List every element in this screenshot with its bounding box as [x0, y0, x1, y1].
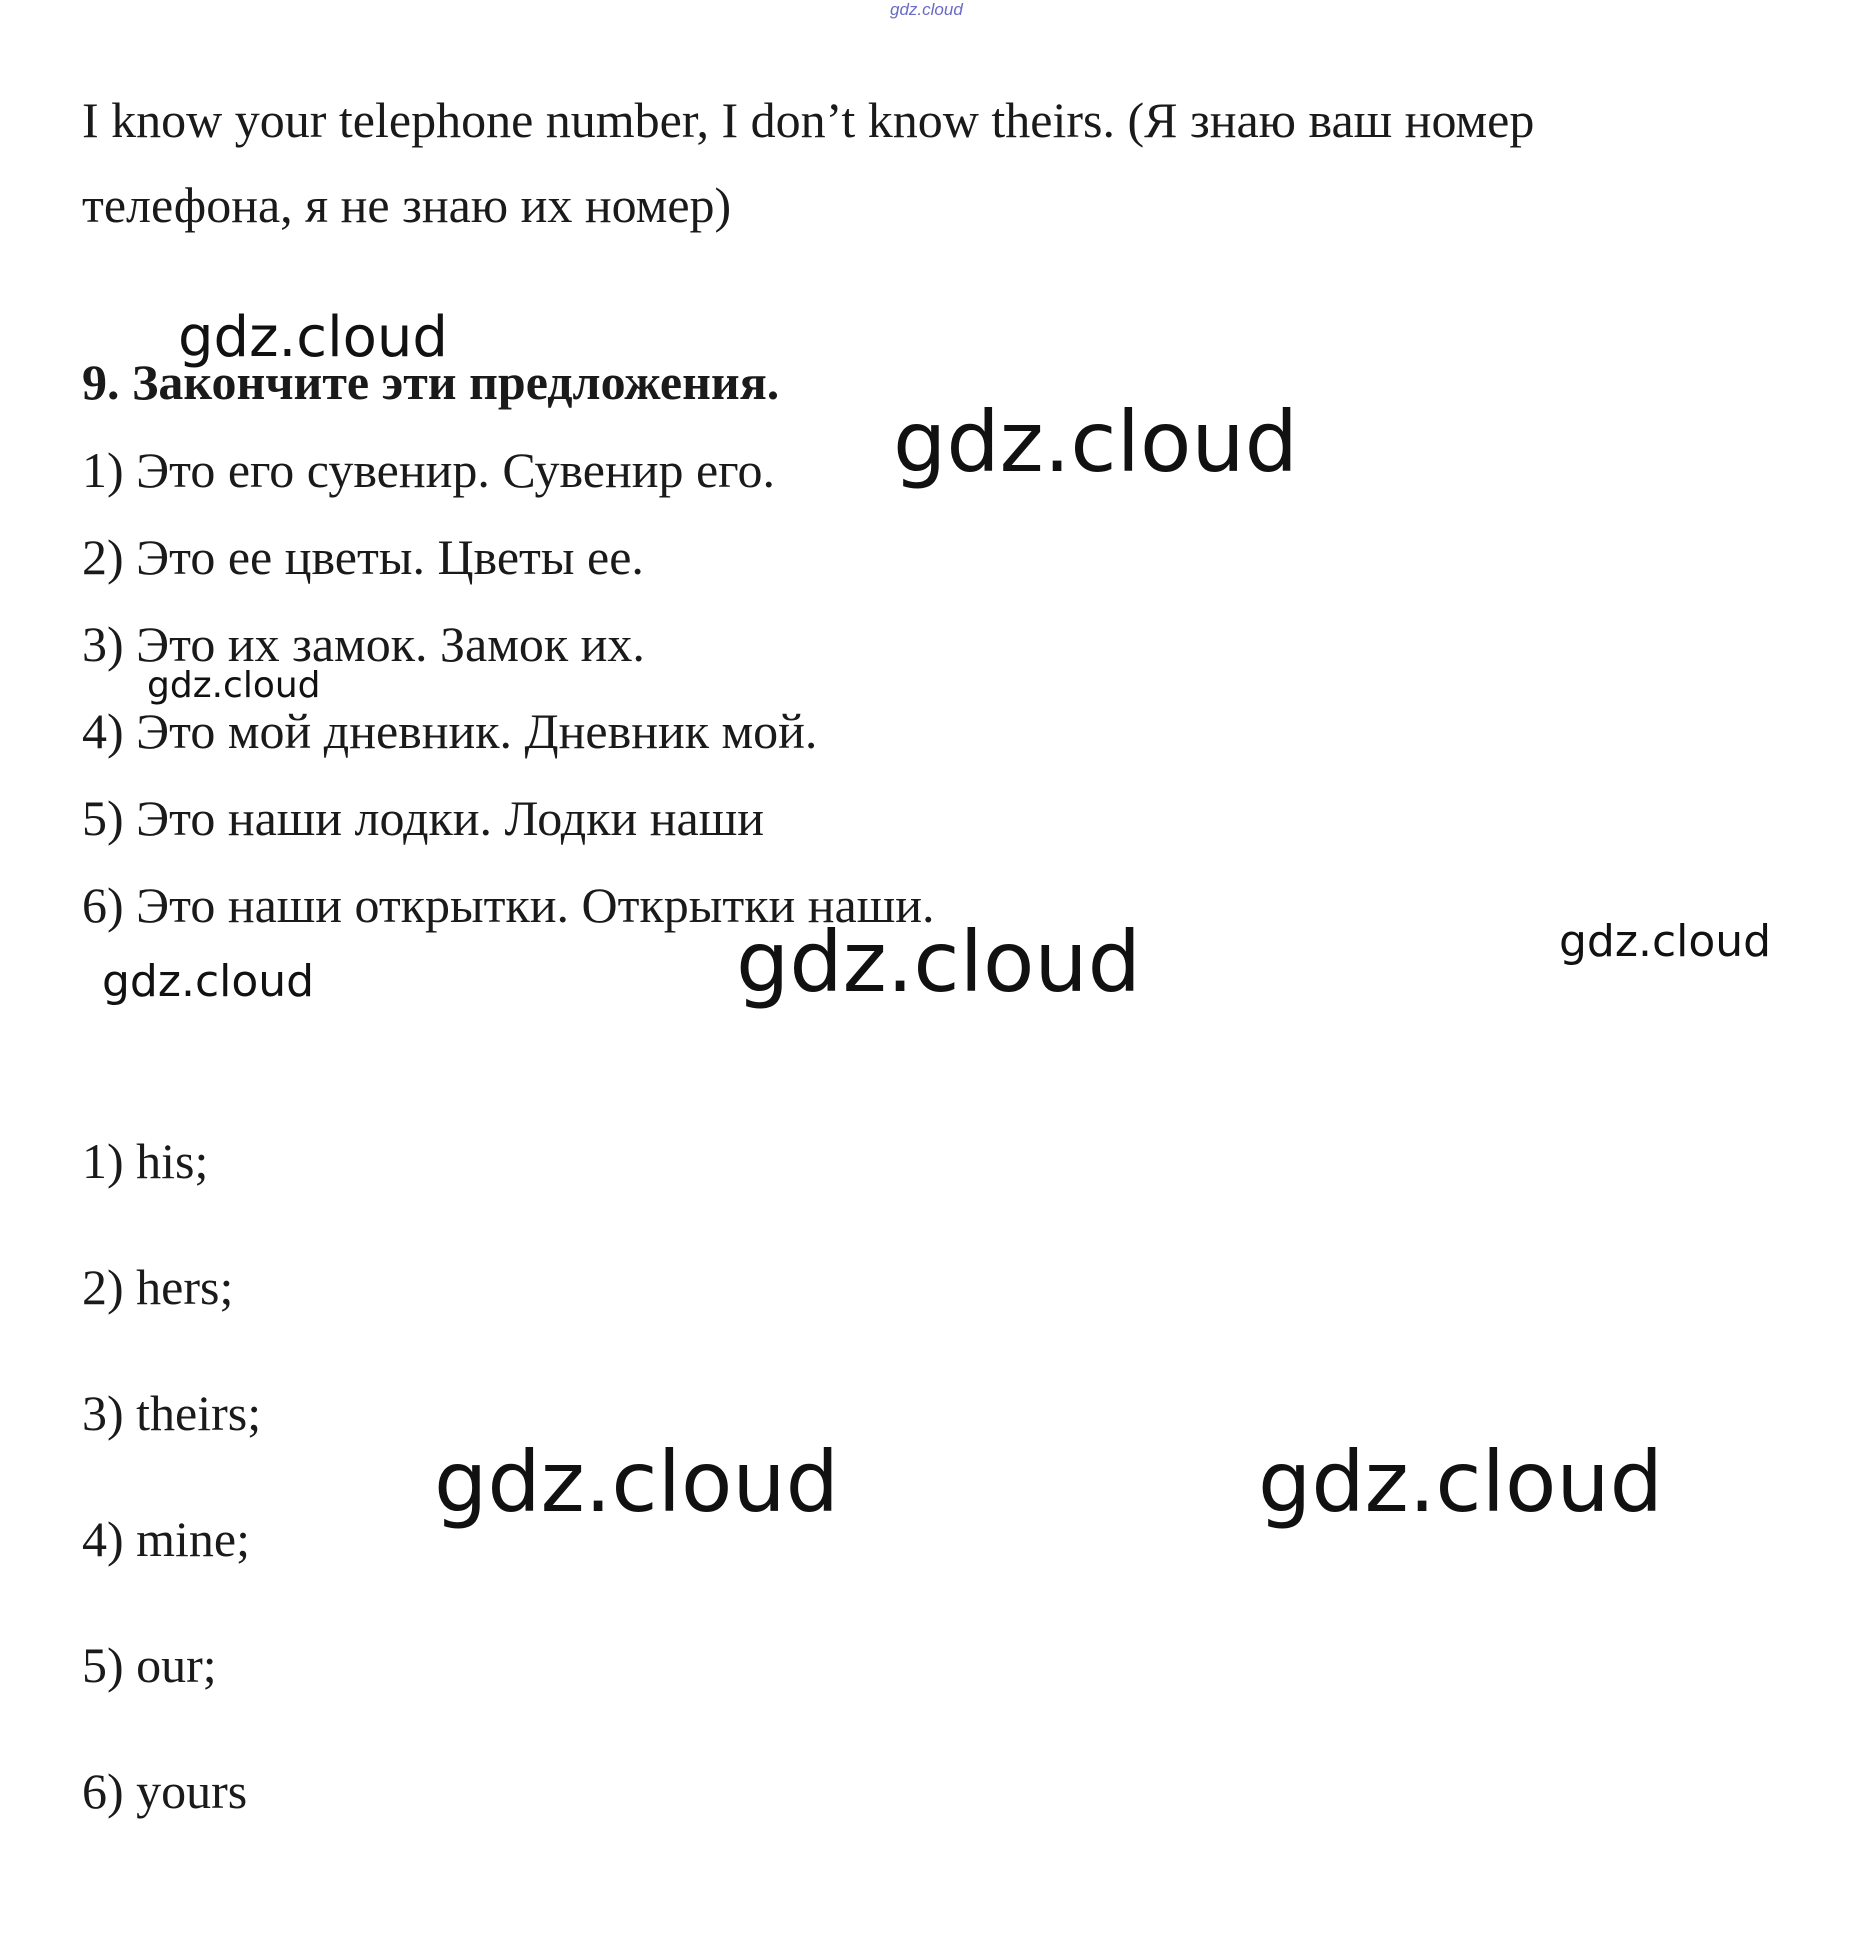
- sentence-1: 1) Это его сувенир. Сувенир его.: [82, 442, 775, 498]
- sentence-3: 3) Это их замок. Замок их.: [82, 616, 645, 672]
- answer-6: 6) yours: [82, 1763, 248, 1819]
- sentence-6: 6) Это наши открытки. Открытки наши.: [82, 877, 935, 933]
- answer-1: 1) his;: [82, 1133, 209, 1189]
- exercise-heading: 9. Закончите эти предложения.: [82, 354, 780, 410]
- watermark: gdz.cloud: [1258, 1433, 1663, 1531]
- watermark: gdz.cloud: [102, 956, 315, 1007]
- top-watermark: gdz.cloud: [890, 0, 963, 19]
- watermark: gdz.cloud: [736, 913, 1141, 1011]
- intro-line-1: I know your telephone number, I don’t know theirs. (Я знаю ваш номер: [82, 92, 1535, 148]
- answer-3: 3) theirs;: [82, 1385, 262, 1441]
- sentence-4: 4) Это мой дневник. Дневник мой.: [82, 703, 818, 759]
- watermark: gdz.cloud: [1559, 916, 1772, 967]
- answer-2: 2) hers;: [82, 1259, 234, 1315]
- watermark: gdz.cloud: [147, 665, 321, 706]
- answer-4: 4) mine;: [82, 1511, 251, 1567]
- watermark: gdz.cloud: [893, 393, 1298, 491]
- sentence-2: 2) Это ее цветы. Цветы ее.: [82, 529, 644, 585]
- sentence-5: 5) Это наши лодки. Лодки наши: [82, 790, 764, 846]
- intro-line-2: телефона, я не знаю их номер): [82, 177, 732, 233]
- watermark: gdz.cloud: [434, 1433, 839, 1531]
- watermark: gdz.cloud: [178, 305, 448, 370]
- answer-5: 5) our;: [82, 1637, 217, 1693]
